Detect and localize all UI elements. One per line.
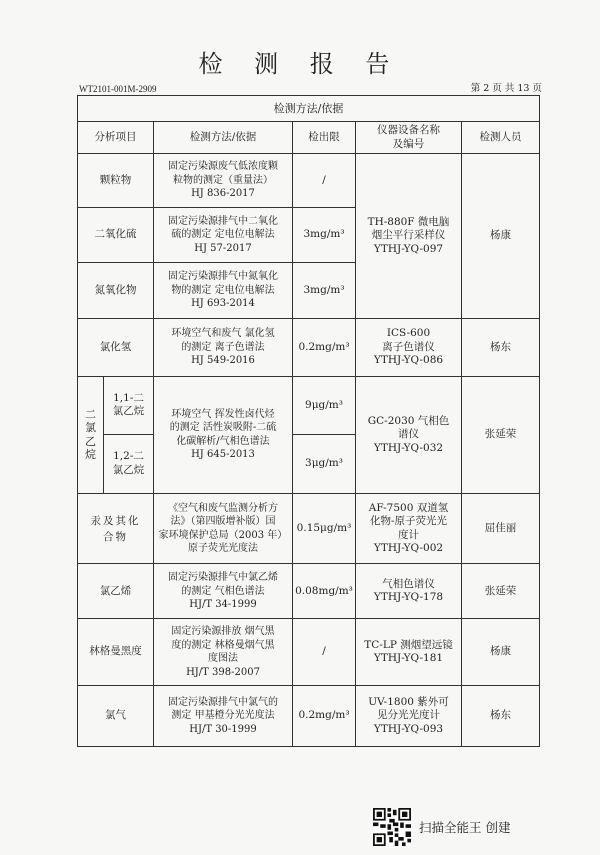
equipment-cell: [356, 494, 462, 564]
equipment-line: 谱仪: [398, 428, 419, 441]
scanner-text: 扫描全能王 创建: [419, 820, 511, 835]
limit-cell: 3μg/m³: [293, 434, 356, 493]
person-cell: 杨康: [462, 619, 540, 685]
item-cell: [78, 494, 154, 564]
item-cell: 氯化氢: [78, 318, 154, 376]
col-header-limit: 检出限: [293, 121, 356, 153]
table-row: [78, 564, 540, 619]
table-row: [78, 494, 540, 564]
method-cell: [154, 619, 293, 685]
page-title: 检 测 报 告: [198, 50, 402, 78]
equipment-cell: [356, 619, 462, 685]
method-line: HJ/T 34-1999: [189, 599, 257, 611]
table-row: [78, 685, 540, 746]
method-line: HJ 549-2016: [191, 355, 255, 367]
subitem-line: 氯乙烷: [112, 463, 145, 476]
limit-cell: 0.15μg/m³: [293, 494, 356, 564]
person-cell: 杨东: [462, 318, 540, 376]
limit-cell: /: [293, 154, 356, 208]
method-line: 的测定 活性炭吸附-二硫: [169, 422, 277, 434]
limit-cell: 3mg/m³: [293, 207, 356, 262]
method-cell: [154, 685, 293, 746]
method-line: 环境空气 挥发性卤代烃: [171, 408, 275, 420]
method-cell: [154, 262, 293, 318]
equipment-line: YTHJ-YQ-097: [373, 242, 444, 255]
method-line: HJ 57-2017: [194, 242, 252, 254]
equipment-line: YTHJ-YQ-086: [373, 354, 444, 367]
scanner-watermark: [373, 808, 510, 846]
equipment-line: AF-7500 双道氢: [368, 501, 449, 514]
equipment-line: YTHJ-YQ-032: [373, 441, 444, 454]
equipment-line: 气相色谱仪: [382, 577, 435, 590]
person-cell: 杨康: [462, 154, 540, 319]
equipment-line: GC-2030 气相色: [367, 414, 450, 427]
col-header-person: 检测人员: [462, 121, 540, 153]
limit-cell: 3mg/m³: [293, 262, 356, 318]
section-title: 检测方法/依据: [78, 96, 540, 122]
equipment-line: 见分光光度计: [377, 709, 440, 722]
limit-cell: 0.08mg/m³: [293, 564, 356, 619]
table-row: [78, 376, 540, 434]
section-row: [78, 96, 540, 122]
limit-cell: 0.2mg/m³: [293, 685, 356, 746]
group-label: 二氯乙烷: [85, 407, 96, 462]
equipment-line: TH-880F 微电脑: [367, 215, 450, 228]
method-cell: [154, 207, 293, 262]
method-line: 家环境保护总局（2003 年）: [158, 529, 288, 541]
equipment-cell: [356, 564, 462, 619]
method-line: 原子荧光光度法: [188, 543, 258, 555]
item-cell: 二氧化硫: [78, 207, 154, 262]
header-row: [78, 121, 540, 153]
method-line: 固定污染源排气中二氧化: [168, 215, 278, 227]
equipment-cell: [356, 376, 462, 493]
col-header-equipment-text: 仪器设备名称及编号: [377, 124, 440, 151]
method-cell: [154, 564, 293, 619]
col-header-equipment: [356, 121, 462, 153]
equipment-line: YTHJ-YQ-178: [373, 591, 444, 604]
item-cell: 林格曼黑度: [78, 619, 154, 685]
method-line: HJ 693-2014: [191, 298, 255, 310]
item-cell: 氮氧化物: [78, 262, 154, 318]
item-cell: 氯乙烯: [78, 564, 154, 619]
table-row: [78, 619, 540, 685]
person-cell: 杨东: [462, 685, 540, 746]
col-header-item: 分析项目: [78, 121, 154, 153]
method-cell: [154, 376, 293, 493]
method-line: 固定污染源废气低浓度颗: [168, 161, 278, 173]
equipment-line: YTHJ-YQ-002: [373, 542, 444, 555]
method-line: HJ/T 398-2007: [186, 666, 260, 678]
method-cell: [154, 494, 293, 564]
method-line: 度的测定 林格曼烟气黑: [171, 639, 275, 651]
method-cell: [154, 154, 293, 208]
subitem-line: 氯乙烷: [112, 405, 145, 418]
equipment-line: 度计: [398, 528, 419, 541]
method-line: 物的测定 定电位电解法: [171, 284, 275, 296]
method-line: HJ/T 30-1999: [189, 723, 257, 735]
method-line: 固定污染源排气中氯乙烯: [168, 572, 278, 584]
subitem-cell: [104, 376, 154, 434]
equipment-line: 化物-原子荧光光: [369, 515, 448, 528]
limit-cell: /: [293, 619, 356, 685]
subitem-line: 1,2-二: [113, 450, 144, 463]
method-line: 固定污染源排气中氯气的: [168, 696, 278, 708]
subitem-cell: [104, 434, 154, 493]
equipment-line: TC-LP 测烟望远镜: [364, 638, 453, 651]
method-line: 度图法: [208, 653, 238, 665]
equipment-line: YTHJ-YQ-181: [373, 652, 444, 665]
method-line: 《空气和废气监测分析方: [168, 502, 278, 514]
method-line: 固定污染源排气中氮氧化: [168, 271, 278, 283]
method-line: 粒物的测定（重量法）: [173, 174, 273, 186]
method-table: [77, 95, 540, 747]
equipment-line: YTHJ-YQ-093: [373, 722, 444, 735]
equipment-cell: [356, 685, 462, 746]
person-cell: 屈佳丽: [462, 494, 540, 564]
subitem-line: 1,1-二: [113, 391, 144, 404]
item-label: 汞及其化合物: [90, 514, 141, 543]
col-header-method: 检测方法/依据: [154, 121, 293, 153]
method-line: 化碳解析/气相色谱法: [176, 435, 270, 447]
item-cell: 氯气: [78, 685, 154, 746]
method-line: 的测定 气相色谱法: [181, 585, 265, 597]
limit-cell: 0.2mg/m³: [293, 318, 356, 376]
method-line: HJ 836-2017: [191, 188, 255, 200]
group-cell-dichloroethane: [78, 376, 104, 493]
equipment-line: 烟尘平行采样仪: [371, 229, 446, 242]
equipment-cell: [356, 154, 462, 319]
qr-code-icon: [373, 808, 411, 846]
method-line: 测定 甲基橙分光光度法: [171, 710, 275, 722]
method-line: 的测定 离子色谱法: [181, 341, 265, 353]
equipment-line: 离子色谱仪: [382, 340, 435, 353]
method-line: 固定污染源排放 烟气黑: [171, 626, 275, 638]
table-row: [78, 318, 540, 376]
method-line: HJ 645-2013: [191, 449, 255, 461]
page-count: 第 2 页 共 13 页: [470, 83, 542, 94]
equipment-line: ICS-600: [386, 327, 431, 340]
method-cell: [154, 318, 293, 376]
limit-cell: 9μg/m³: [293, 376, 356, 434]
table-row: [78, 154, 540, 208]
person-cell: 张延荣: [462, 564, 540, 619]
person-cell: 张延荣: [462, 376, 540, 493]
item-cell: 颗粒物: [78, 154, 154, 208]
method-line: 硫的测定 定电位电解法: [171, 229, 275, 241]
equipment-line: UV-1800 紫外可: [368, 695, 449, 708]
equipment-cell: [356, 318, 462, 376]
method-line: 法》（第四版增补版）国: [170, 516, 276, 528]
document-number: WT2101-001M-2909: [79, 84, 157, 94]
method-line: 环境空气和废气 氯化氢: [171, 328, 275, 340]
